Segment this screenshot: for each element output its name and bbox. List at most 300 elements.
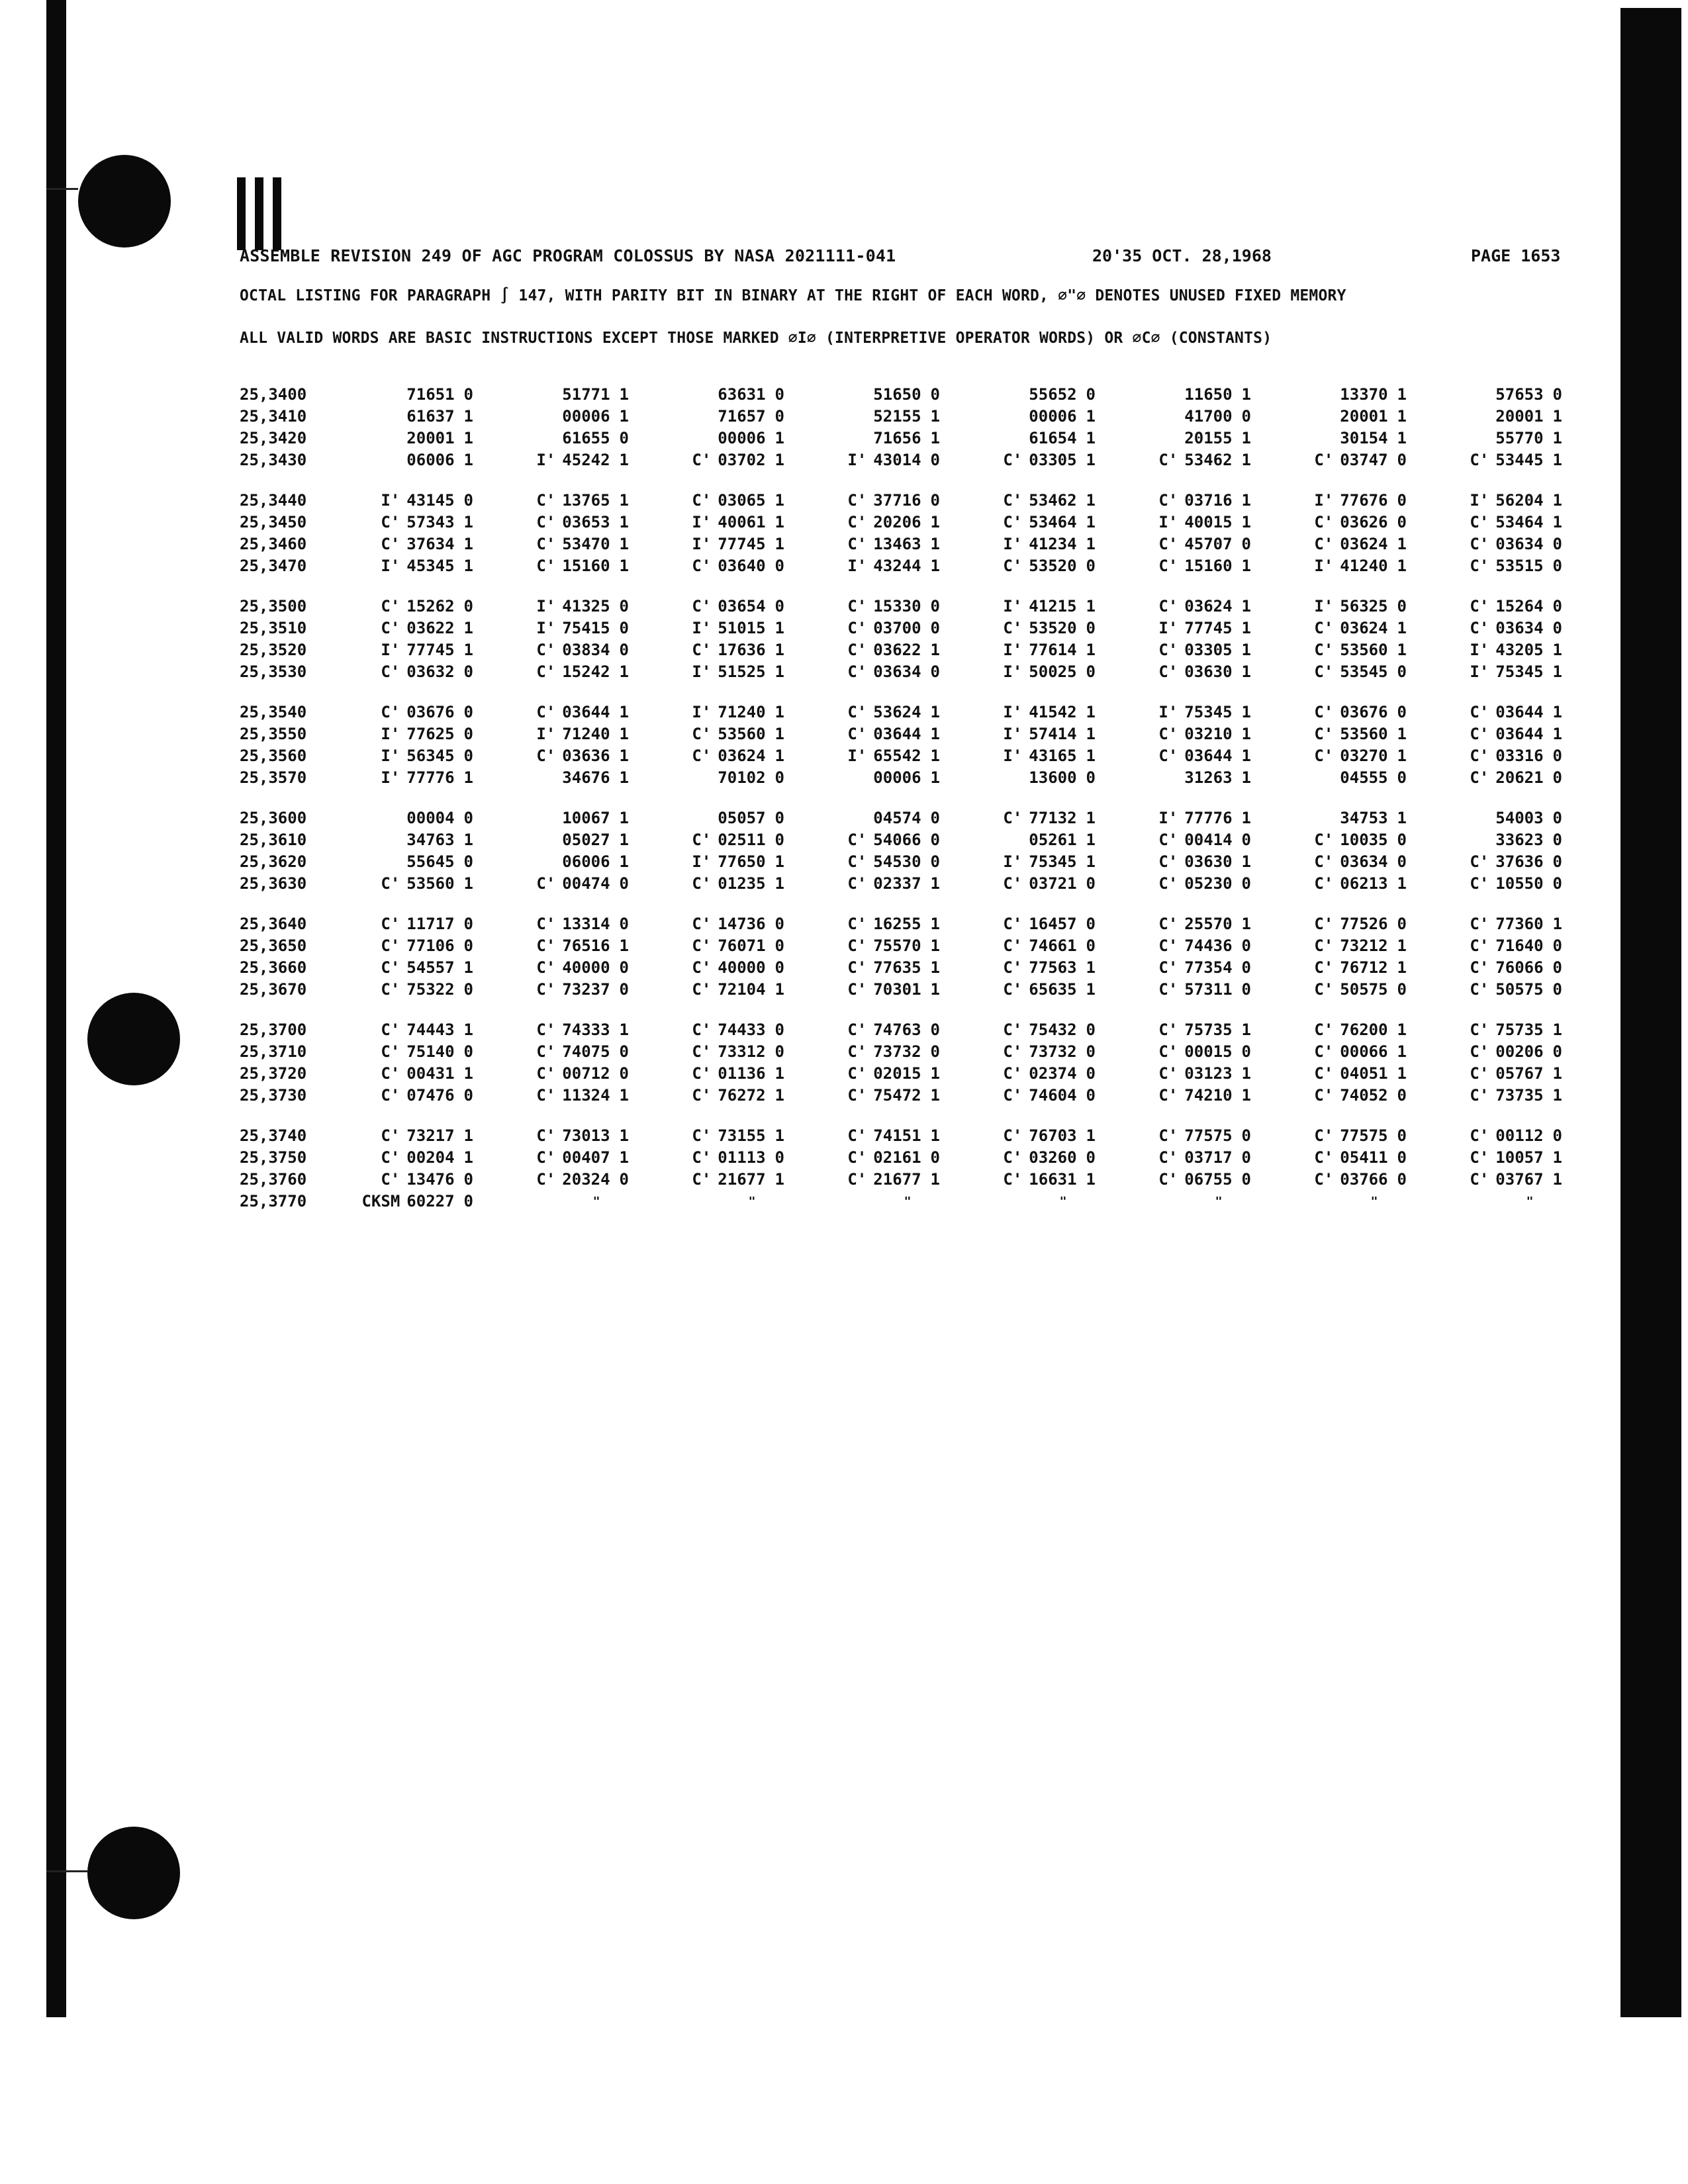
parity-bit: 1 <box>1086 429 1096 447</box>
parity-bit: 1 <box>619 725 629 743</box>
octal-value: 00006 <box>718 429 766 447</box>
octal-word <box>473 1125 629 1147</box>
parity-bit: 1 <box>619 407 629 426</box>
octal-word <box>473 979 629 1001</box>
parity-bit: 1 <box>1241 641 1251 659</box>
octal-word <box>1096 767 1251 789</box>
octal-value: 60227 <box>406 1192 455 1210</box>
parity-bit: 1 <box>930 703 940 721</box>
word-type-marker: I' <box>1003 747 1023 765</box>
parity-bit: 1 <box>619 513 629 531</box>
octal-value: 05767 <box>1495 1064 1544 1083</box>
parity-bit: 1 <box>463 1126 473 1145</box>
octal-value: 02161 <box>873 1148 921 1167</box>
parity-bit: 1 <box>774 451 784 469</box>
parity-bit: 0 <box>1552 1042 1562 1061</box>
parity-bit: 0 <box>1397 451 1407 469</box>
octal-word <box>1096 428 1251 449</box>
octal-value: 73212 <box>1340 936 1388 955</box>
parity-bit: 0 <box>1086 619 1096 637</box>
parity-bit: 0 <box>463 915 473 933</box>
octal-value: 71651 <box>406 385 455 404</box>
parity-bit: 1 <box>1397 958 1407 977</box>
word-type-marker: C' <box>1158 1148 1178 1167</box>
octal-value: 03716 <box>1184 491 1233 510</box>
parity-bit: 0 <box>463 662 473 681</box>
word-type-marker: C' <box>692 831 712 849</box>
octal-value: 41240 <box>1340 557 1388 575</box>
parity-bit: 1 <box>619 809 629 827</box>
octal-value: 20001 <box>1495 407 1544 426</box>
octal-value: 05261 <box>1029 831 1077 849</box>
listing-row <box>240 935 1590 957</box>
parity-bit: 1 <box>774 1170 784 1189</box>
parity-bit: 0 <box>1241 831 1251 849</box>
parity-bit: 1 <box>774 703 784 721</box>
parity-bit: 1 <box>1552 1021 1562 1039</box>
listing-row <box>240 767 1590 789</box>
word-type-marker: C' <box>847 1170 867 1189</box>
parity-bit: 0 <box>1397 1086 1407 1105</box>
octal-word <box>1407 913 1562 935</box>
parity-bit: 0 <box>463 809 473 827</box>
word-type-marker: C' <box>692 1086 712 1105</box>
word-type-marker: C' <box>1158 958 1178 977</box>
octal-word <box>344 639 473 661</box>
word-type-marker: C' <box>381 513 400 531</box>
octal-word <box>473 745 629 767</box>
parity-bit: 1 <box>930 429 940 447</box>
word-type-marker: C' <box>1314 1042 1334 1061</box>
octal-value: 03270 <box>1340 747 1388 765</box>
octal-word <box>344 1063 473 1085</box>
listing-row <box>240 384 1590 406</box>
parity-bit: 0 <box>774 936 784 955</box>
octal-value: 10057 <box>1495 1148 1544 1167</box>
parity-bit: 0 <box>930 1021 940 1039</box>
octal-value: 76712 <box>1340 958 1388 977</box>
octal-word <box>1251 384 1407 406</box>
octal-value: 03634 <box>1495 535 1544 553</box>
octal-word <box>1096 1125 1251 1147</box>
octal-word <box>940 1041 1096 1063</box>
octal-value: 03634 <box>1340 852 1388 871</box>
octal-value: 56204 <box>1495 491 1544 510</box>
parity-bit: 1 <box>619 1148 629 1167</box>
octal-word <box>1407 1019 1562 1041</box>
parity-bit: 1 <box>930 747 940 765</box>
octal-value: 13765 <box>562 491 610 510</box>
parity-bit: 1 <box>774 535 784 553</box>
parity-bit: 0 <box>619 641 629 659</box>
memory-address: 25,3450 <box>240 513 307 531</box>
word-type-marker: C' <box>692 1126 712 1145</box>
word-type-marker: C' <box>692 451 712 469</box>
octal-value: 77676 <box>1340 491 1388 510</box>
octal-word <box>629 1019 784 1041</box>
octal-value: 45345 <box>406 557 455 575</box>
octal-value: 74151 <box>873 1126 921 1145</box>
octal-word <box>344 1041 473 1063</box>
listing-row <box>240 1169 1590 1191</box>
parity-bit: 0 <box>930 831 940 849</box>
octal-value: 53520 <box>1029 619 1077 637</box>
octal-word <box>629 639 784 661</box>
octal-word <box>473 533 629 555</box>
octal-word <box>1407 1085 1562 1107</box>
octal-word <box>1407 829 1562 851</box>
octal-value: 34753 <box>1340 809 1388 827</box>
parity-bit: 0 <box>1397 1126 1407 1145</box>
parity-bit: 0 <box>463 1192 473 1210</box>
parity-bit: 1 <box>1241 725 1251 743</box>
parity-bit: 0 <box>1086 662 1096 681</box>
parity-bit: 1 <box>463 557 473 575</box>
listing-row <box>240 957 1590 979</box>
parity-bit: 0 <box>619 874 629 893</box>
parity-bit: 1 <box>1397 725 1407 743</box>
parity-bit: 0 <box>1086 936 1096 955</box>
octal-word <box>940 979 1096 1001</box>
memory-address: 25,3630 <box>240 874 307 893</box>
parity-bit: 1 <box>1397 747 1407 765</box>
parity-bit: 0 <box>774 831 784 849</box>
word-type-marker: C' <box>692 980 712 999</box>
octal-value: 43244 <box>873 557 921 575</box>
octal-value: 77745 <box>1184 619 1233 637</box>
parity-bit: 1 <box>774 1126 784 1145</box>
octal-value: 76066 <box>1495 958 1544 977</box>
octal-word <box>1251 596 1407 617</box>
word-type-marker: C' <box>1158 557 1178 575</box>
octal-word <box>784 449 940 471</box>
parity-bit: 1 <box>930 768 940 787</box>
octal-word <box>473 1169 629 1191</box>
octal-word <box>344 1147 473 1169</box>
octal-value: 45242 <box>562 451 610 469</box>
parity-bit: 0 <box>930 662 940 681</box>
octal-word <box>473 957 629 979</box>
parity-bit: 1 <box>1241 513 1251 531</box>
octal-value: 13370 <box>1340 385 1388 404</box>
listing-row <box>240 1063 1590 1085</box>
parity-bit: 1 <box>1552 451 1562 469</box>
parity-bit: 0 <box>1241 936 1251 955</box>
memory-address: 25,3760 <box>240 1170 307 1189</box>
octal-word <box>1096 1019 1251 1041</box>
octal-word <box>344 512 473 533</box>
octal-value: 00407 <box>562 1148 610 1167</box>
assembly-timestamp: 20'35 OCT. 28,1968 <box>1092 246 1272 265</box>
word-type-marker: C' <box>1158 874 1178 893</box>
octal-word <box>1096 596 1251 617</box>
parity-bit: 1 <box>1086 641 1096 659</box>
octal-value: 74075 <box>562 1042 610 1061</box>
parity-bit: 0 <box>619 429 629 447</box>
parity-bit: 1 <box>1397 557 1407 575</box>
word-type-marker: C' <box>1470 936 1489 955</box>
octal-word <box>784 406 940 428</box>
parity-bit: 0 <box>774 1042 784 1061</box>
octal-word <box>344 723 473 745</box>
word-type-marker: C' <box>1003 874 1023 893</box>
parity-bit: 1 <box>1086 407 1096 426</box>
parity-bit: 0 <box>619 597 629 615</box>
octal-value: 63631 <box>718 385 766 404</box>
parity-bit: 0 <box>1086 1086 1096 1105</box>
octal-value: 56325 <box>1340 597 1388 615</box>
word-type-marker: I' <box>692 703 712 721</box>
listing-block <box>240 490 1590 577</box>
octal-value: 43145 <box>406 491 455 510</box>
octal-word <box>1096 555 1251 577</box>
word-type-marker: C' <box>1314 1148 1334 1167</box>
word-type-marker: C' <box>1158 535 1178 553</box>
octal-word <box>784 979 940 1001</box>
octal-value: 73735 <box>1495 1086 1544 1105</box>
parity-bit: 0 <box>1086 874 1096 893</box>
octal-value: 70301 <box>873 980 921 999</box>
word-type-marker: C' <box>692 1042 712 1061</box>
parity-bit: 0 <box>930 852 940 871</box>
parity-bit: 1 <box>930 407 940 426</box>
word-type-marker: C' <box>381 874 400 893</box>
octal-word <box>940 512 1096 533</box>
word-type-marker: C' <box>1314 831 1334 849</box>
parity-bit: 1 <box>774 513 784 531</box>
memory-address: 25,3500 <box>240 597 307 615</box>
word-type-marker: C' <box>1003 451 1023 469</box>
octal-word <box>629 767 784 789</box>
parity-bit: 1 <box>1241 662 1251 681</box>
octal-value: 21677 <box>718 1170 766 1189</box>
parity-bit: 0 <box>1086 1042 1096 1061</box>
octal-word <box>1251 829 1407 851</box>
parity-bit: 0 <box>1397 1170 1407 1189</box>
octal-word <box>784 851 940 873</box>
octal-word <box>473 807 629 829</box>
octal-value: 53464 <box>1495 513 1544 531</box>
octal-value: 03210 <box>1184 725 1233 743</box>
memory-address: 25,3540 <box>240 703 307 721</box>
octal-word <box>784 873 940 895</box>
octal-word <box>1407 767 1562 789</box>
octal-word <box>1407 384 1562 406</box>
octal-value: 34676 <box>562 768 610 787</box>
parity-bit: 1 <box>1086 980 1096 999</box>
parity-bit: 1 <box>463 619 473 637</box>
octal-value: 77563 <box>1029 958 1077 977</box>
octal-word <box>473 617 629 639</box>
octal-word <box>1096 639 1251 661</box>
word-type-marker: C' <box>1470 958 1489 977</box>
octal-word <box>473 555 629 577</box>
memory-address: 25,3610 <box>240 831 307 849</box>
octal-word <box>784 913 940 935</box>
parity-bit: 0 <box>774 768 784 787</box>
octal-word <box>344 957 473 979</box>
octal-value: 51015 <box>718 619 766 637</box>
word-type-marker: C' <box>847 915 867 933</box>
memory-address: 25,3510 <box>240 619 307 637</box>
octal-value: 43165 <box>1029 747 1077 765</box>
octal-word <box>473 406 629 428</box>
octal-word <box>1407 1169 1562 1191</box>
octal-value: 54530 <box>873 852 921 871</box>
punch-hole-middle <box>87 993 180 1085</box>
octal-value: 65635 <box>1029 980 1077 999</box>
word-type-marker: I' <box>847 451 867 469</box>
parity-bit: 0 <box>1552 597 1562 615</box>
octal-value: 03065 <box>718 491 766 510</box>
word-type-marker: C' <box>1314 980 1334 999</box>
octal-word <box>940 702 1096 723</box>
parity-bit: 1 <box>1552 513 1562 531</box>
word-type-marker: C' <box>381 915 400 933</box>
word-type-marker: C' <box>536 557 556 575</box>
word-type-marker: C' <box>1314 958 1334 977</box>
listing-row <box>240 533 1590 555</box>
word-type-marker: C' <box>1314 1086 1334 1105</box>
parity-bit: 0 <box>1552 747 1562 765</box>
octal-value: 71240 <box>562 725 610 743</box>
word-type-marker: C' <box>1470 852 1489 871</box>
octal-value: 61654 <box>1029 429 1077 447</box>
octal-value: 70102 <box>718 768 766 787</box>
word-type-marker: C' <box>1470 1126 1489 1145</box>
octal-word <box>1096 935 1251 957</box>
listing-row <box>240 873 1590 895</box>
parity-bit: 0 <box>463 936 473 955</box>
parity-bit: 0 <box>1397 768 1407 787</box>
word-type-marker: C' <box>692 936 712 955</box>
word-type-marker: I' <box>536 725 556 743</box>
parity-bit: 0 <box>463 1086 473 1105</box>
octal-value: 05027 <box>562 831 610 849</box>
octal-word <box>629 1191 784 1212</box>
octal-value: 00431 <box>406 1064 455 1083</box>
parity-bit: 1 <box>930 1064 940 1083</box>
word-type-marker: I' <box>1003 725 1023 743</box>
word-type-marker: C' <box>536 936 556 955</box>
octal-word <box>344 851 473 873</box>
listing-legend: ALL VALID WORDS ARE BASIC INSTRUCTIONS EXCEPT THOSE MARKED ∅I∅ (INTERPRETIVE OPERATOR WORDS) OR ∅C∅ (CONSTANTS) <box>240 330 1272 347</box>
memory-address: 25,3440 <box>240 491 307 510</box>
parity-bit: 0 <box>1241 407 1251 426</box>
octal-value: 40061 <box>718 513 766 531</box>
listing-row <box>240 913 1590 935</box>
octal-word <box>344 873 473 895</box>
octal-word <box>1407 512 1562 533</box>
word-type-marker: C' <box>1470 1170 1489 1189</box>
word-type-marker: C' <box>536 1126 556 1145</box>
word-type-marker: C' <box>1158 831 1178 849</box>
octal-value: 76703 <box>1029 1126 1077 1145</box>
word-type-marker: C' <box>1470 1021 1489 1039</box>
octal-value: 74052 <box>1340 1086 1388 1105</box>
word-type-marker: C' <box>1314 513 1334 531</box>
octal-word <box>629 807 784 829</box>
memory-address: 25,3550 <box>240 725 307 743</box>
listing-row <box>240 1125 1590 1147</box>
word-type-marker: C' <box>1314 936 1334 955</box>
word-type-marker: C' <box>1003 1086 1023 1105</box>
parity-bit: 1 <box>1086 809 1096 827</box>
octal-word <box>1407 661 1562 683</box>
octal-value: 54066 <box>873 831 921 849</box>
parity-bit: 0 <box>1397 703 1407 721</box>
word-type-marker: C' <box>1158 1170 1178 1189</box>
octal-word <box>1407 533 1562 555</box>
word-type-marker: C' <box>847 958 867 977</box>
octal-word <box>473 639 629 661</box>
octal-value: 75345 <box>1495 662 1544 681</box>
word-type-marker: I' <box>1003 641 1023 659</box>
octal-value: 03644 <box>1495 703 1544 721</box>
listing-row <box>240 851 1590 873</box>
octal-value: 50025 <box>1029 662 1077 681</box>
octal-value: 20001 <box>406 429 455 447</box>
word-type-marker: C' <box>692 1021 712 1039</box>
listing-row <box>240 807 1590 829</box>
octal-value: 01235 <box>718 874 766 893</box>
octal-value: 01113 <box>718 1148 766 1167</box>
listing-block <box>240 384 1590 471</box>
listing-block <box>240 807 1590 895</box>
octal-word <box>784 829 940 851</box>
octal-word <box>473 767 629 789</box>
word-type-marker: C' <box>536 1148 556 1167</box>
octal-word <box>1407 596 1562 617</box>
octal-value: 53560 <box>718 725 766 743</box>
word-type-marker: C' <box>847 980 867 999</box>
octal-value: 04051 <box>1340 1064 1388 1083</box>
octal-word <box>1251 1147 1407 1169</box>
octal-word <box>344 533 473 555</box>
word-type-marker: I' <box>692 535 712 553</box>
word-type-marker: I' <box>536 451 556 469</box>
octal-value: 03700 <box>873 619 921 637</box>
word-type-marker: I' <box>381 557 400 575</box>
octal-word <box>1096 1063 1251 1085</box>
word-type-marker: C' <box>1158 1042 1178 1061</box>
octal-value: 77106 <box>406 936 455 955</box>
octal-word <box>1407 702 1562 723</box>
word-type-marker: C' <box>1470 747 1489 765</box>
parity-bit: 0 <box>1397 662 1407 681</box>
octal-value: 03834 <box>562 641 610 659</box>
word-type-marker: C' <box>847 1042 867 1061</box>
word-type-marker: C' <box>1470 451 1489 469</box>
octal-word <box>1251 873 1407 895</box>
parity-bit: 1 <box>1552 429 1562 447</box>
word-type-marker: C' <box>847 597 867 615</box>
parity-bit: 1 <box>463 513 473 531</box>
word-type-marker: C' <box>536 980 556 999</box>
parity-bit: 1 <box>1086 747 1096 765</box>
word-type-marker: C' <box>1470 980 1489 999</box>
octal-value: 61655 <box>562 429 610 447</box>
parity-bit: 1 <box>930 874 940 893</box>
octal-word <box>784 1041 940 1063</box>
word-type-marker: C' <box>536 513 556 531</box>
parity-bit: 0 <box>1241 535 1251 553</box>
punch-hole-top <box>78 155 171 248</box>
octal-word <box>784 1085 940 1107</box>
hole-mark <box>46 1870 87 1872</box>
parity-bit: 1 <box>1241 619 1251 637</box>
word-type-marker: I' <box>1003 535 1023 553</box>
